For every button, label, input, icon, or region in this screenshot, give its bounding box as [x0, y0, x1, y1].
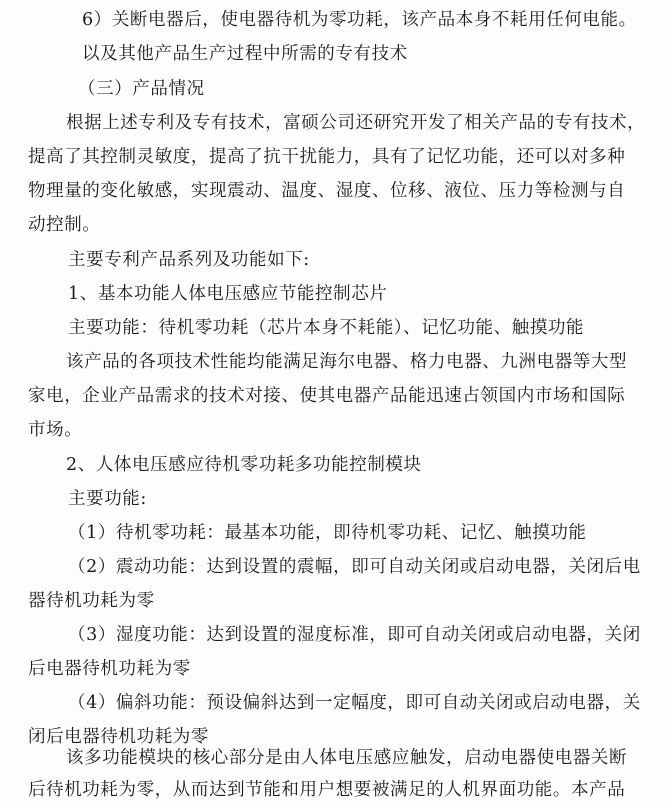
section-heading: （三）产品情况	[78, 79, 205, 99]
text-line-8: 主要专利产品系列及功能如下:	[68, 250, 310, 270]
text-line-5: 提高了其控制灵敏度，提高了抗干扰能力，具有了记忆功能，还可以对多种	[28, 147, 626, 167]
text-line-20: 后电器待机功耗为零	[28, 659, 191, 679]
text-line-2: 以及其他产品生产过程中所需的专有技术	[82, 44, 408, 64]
text-line-15: 主要功能:	[68, 489, 147, 509]
text-line-16: （1）待机零功耗：最基本功能，即待机零功耗、记忆、触摸功能	[68, 523, 587, 543]
text-line-6: 物理量的变化敏感，实现震动、温度、湿度、位移、液位、压力等检测与自	[28, 181, 626, 201]
text-line-19: （3）湿度功能：达到设置的湿度标准，即可自动关闭或启动电器，关闭	[68, 625, 641, 645]
text-line-1: 6）关断电器后，使电器待机为零功耗，该产品本身不耗用任何电能。	[82, 10, 637, 30]
text-line-17: （2）震动功能：达到设置的震幅，即可自动关闭或启动电器，关闭后电	[68, 557, 641, 577]
text-line-24: 后待机功耗为零，从而达到节能和用户想要被满足的人机界面功能。本产品	[28, 780, 626, 800]
text-line-10: 主要功能：待机零功耗（芯片本身不耗能）、记忆功能、触摸功能	[68, 318, 585, 338]
text-line-13: 市场。	[28, 420, 83, 440]
text-line-22: 闭后电器待机功耗为零	[28, 727, 209, 747]
product-heading-1: 1、基本功能人体电压感应节能控制芯片	[68, 284, 388, 304]
text-line-12: 家电，企业产品需求的技术对接、使其电器产品能迅速占领国内市场和国际	[28, 386, 626, 406]
text-line-11: 该产品的各项技术性能均能满足海尔电器、格力电器、九洲电器等大型	[66, 352, 628, 372]
product-heading-2: 2、人体电压感应待机零功耗多功能控制模块	[66, 455, 422, 475]
text-line-18: 器待机功耗为零	[28, 591, 155, 611]
text-line-7: 动控制。	[28, 215, 101, 235]
text-line-21: （4）偏斜功能：预设偏斜达到一定幅度，即可自动关闭或启动电器，关	[68, 693, 641, 713]
text-line-4: 根据上述专利及专有技术，富硕公司还研究开发了相关产品的专有技术，	[66, 113, 646, 133]
text-line-23: 该多功能模块的核心部分是由人体电压感应触发，启动电器使电器关断	[66, 748, 628, 768]
